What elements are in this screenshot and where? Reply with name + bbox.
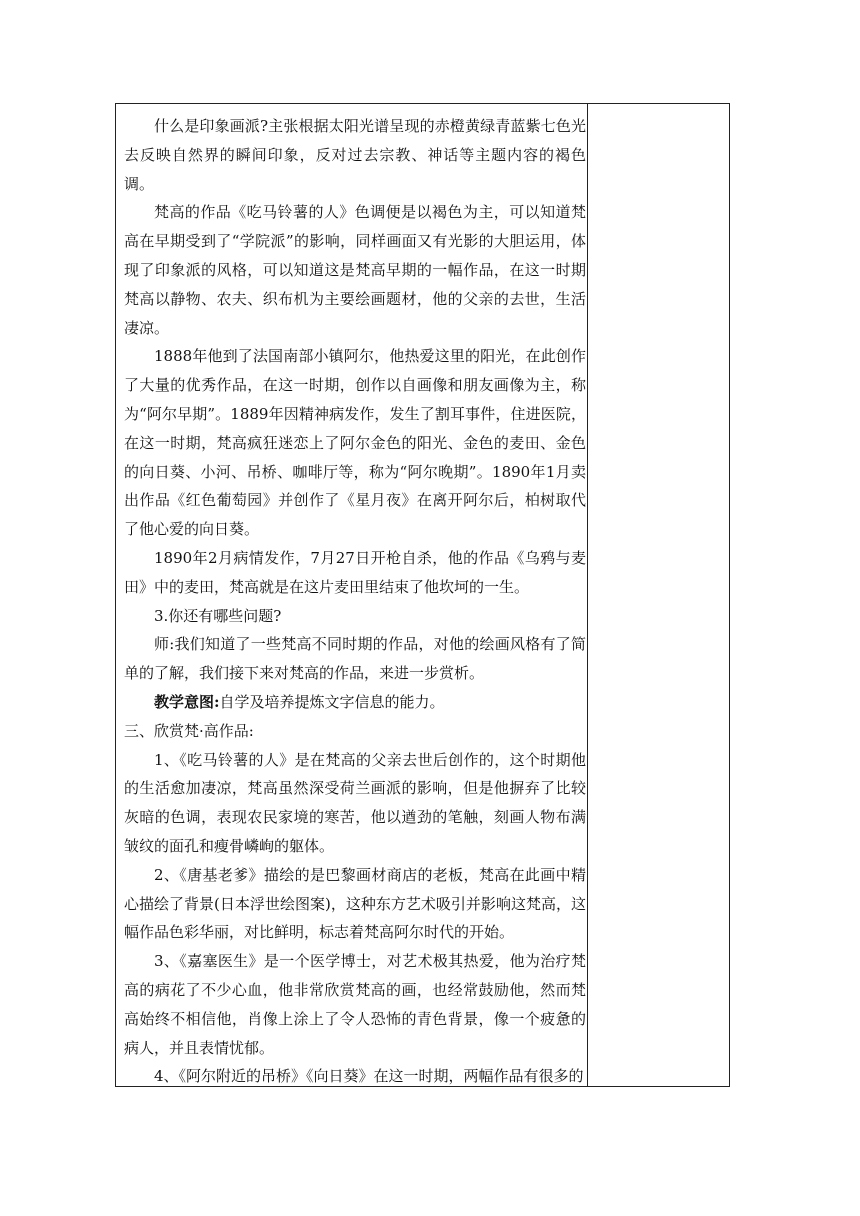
section-heading: 三、欣赏梵·高作品:: [124, 721, 254, 740]
paragraph-death: 1890年2月病情发作，7月27日开枪自杀，他的作品《乌鸦与麦田》中的麦田，梵高就是在这片麦田里结束了他坎坷的一生。: [124, 548, 586, 596]
paragraph-work-3: 3、《嘉塞医生》是一个医学博士，对艺术极其热爱，他为治疗梵高的病花了不少心血，他非常欣赏梵高的画，也经常鼓励他，然而梵高始终不相信他，肖像上涂上了令人恐怖的青色背景，像一个疲惫的病人，并且表情忧郁。: [124, 952, 586, 1057]
paragraph-impressionism: 什么是印象画派?主张根据太阳光谱呈现的赤橙黄绿青蓝紫七色光去反映自然界的瞬间印象，反对过去宗教、神话等主题内容的褐色调。: [124, 117, 586, 193]
intent-label: 教学意图:: [154, 692, 220, 711]
intent-text: 自学及培养提炼文字信息的能力。: [219, 692, 445, 711]
table-column-divider: [587, 104, 588, 1086]
paragraph-potato-eaters: 梵高的作品《吃马铃薯的人》色调便是以褐色为主，可以知道梵高在早期受到了“学院派”的影响，同样画面又有光影的大胆运用，体现了印象派的风格，可以知道这是梵高早期的一幅作品，在这一时期梵高以静物、农夫、织布机为主要绘画题材，他的父亲的去世，生活凄凉。: [124, 203, 586, 337]
paragraph-work-2: 2、《唐基老爹》描绘的是巴黎画材商店的老板，梵高在此画中精心描绘了背景(日本浮世绘图案)，这种东方艺术吸引并影响这梵高，这幅作品色彩华丽，对比鲜明，标志着梵高阿尔时代的开始。: [124, 865, 586, 942]
paragraph-arles-period: 1888年他到了法国南部小镇阿尔，他热爱这里的阳光，在此创作了大量的优秀作品，在这一时期，创作以自画像和朋友画像为主，称为“阿尔早期”。1889年因精神病发作，发生了割耳事件，住进医院，在这一时期，梵高疯狂迷恋上了阿尔金色的阳光、金色的麦田、金色的向日葵、小河、吊桥、咖啡厅等，称为“阿尔晚期”。1890年1月卖出作品《红色葡萄园》并创作了《星月夜》在离开阿尔后，柏树取代了他心爱的向日葵。: [124, 347, 586, 539]
table-border-left: [115, 104, 116, 1086]
paragraph-question: 3.你还有哪些问题?: [154, 606, 282, 625]
lesson-content: [124, 112, 586, 1091]
paragraph-intent: [124, 688, 586, 717]
paragraph-work-1: 1、《吃马铃薯的人》是在梵高的父亲去世后创作的，这个时期他的生活愈加凄凉，梵高虽然深受荷兰画派的影响，但是他摒弃了比较灰暗的色调，表现农民家境的寒苦，他以遒劲的笔触，刻画人物布满皱纹的面孔和瘦骨嶙峋的躯体。: [124, 750, 586, 855]
table-border-right: [729, 104, 730, 1086]
paragraph-teacher: 师:我们知道了一些梵高不同时期的作品，对他的绘画风格有了简单的了解，我们接下来对梵高的作品，来进一步赏析。: [124, 635, 586, 683]
paragraph-work-4: 4、《阿尔附近的吊桥》《向日葵》在这一时期，两幅作品有很多的: [154, 1067, 584, 1086]
